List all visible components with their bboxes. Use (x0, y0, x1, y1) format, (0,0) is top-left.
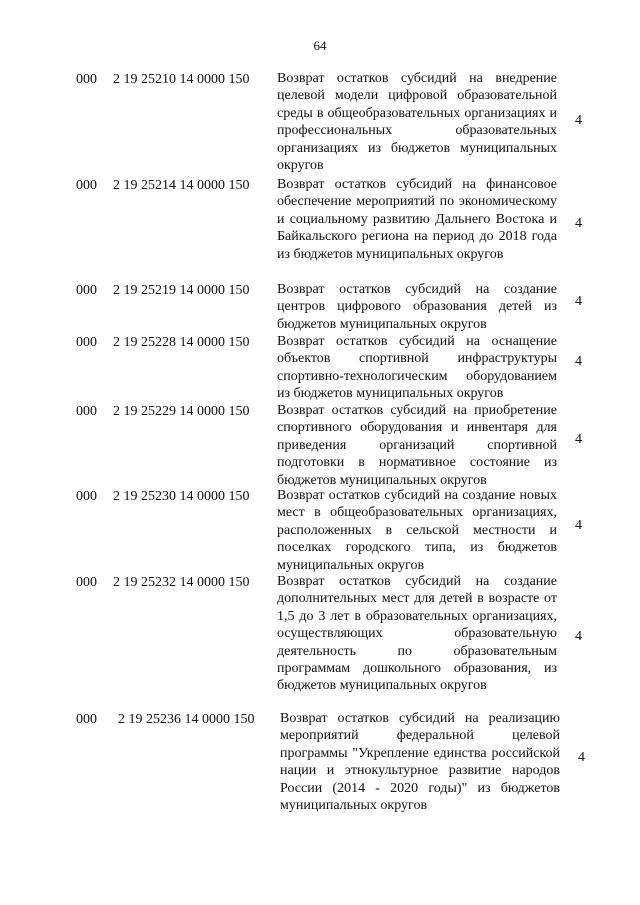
row-description: Возврат остатков субсидий на создание новых мест в общеобразовательных организациях, расположенных в сельской местности и поселках городского типа, из бюджетов муниципальных округов (277, 488, 557, 573)
budget-code: 2 19 25228 14 0000 150 (113, 335, 250, 350)
row-description: Возврат остатков субсидий на реализацию мероприятий федеральной целевой программы "Укрепление единства российской нации и этнокультурное развитие народов России (2014 - 2020 годы)" из бюджетов муниципальных округов (280, 711, 560, 814)
row-amount: 4 (575, 113, 582, 128)
row-description: Возврат остатков субсидий на внедрение целевой модели цифровой образовательной среды в общеобразовательных организациях и профессиональных образовательных организациях из бюджетов муниципальных округов (277, 71, 557, 174)
row-description: Возврат остатков субсидий на финансовое обеспечение мероприятий по экономическому и социальному развитию Дальнего Востока и Байкальского региона на период до 2018 года из бюджетов муниципальных округов (277, 177, 557, 262)
admin-code: 000 (76, 712, 97, 727)
budget-code: 2 19 25210 14 0000 150 (113, 72, 250, 87)
budget-code: 2 19 25230 14 0000 150 (113, 489, 250, 504)
row-amount: 4 (575, 354, 582, 369)
admin-code: 000 (76, 283, 97, 298)
row-amount: 4 (575, 518, 582, 533)
budget-code: 2 19 25229 14 0000 150 (113, 404, 250, 419)
admin-code: 000 (76, 575, 97, 590)
row-amount: 4 (575, 216, 582, 231)
row-amount: 4 (578, 750, 585, 765)
row-description: Возврат остатков субсидий на оснащение объектов спортивной инфраструктуры спортивно-технологическим оборудованием из бюджетов муниципальных округов (277, 334, 557, 402)
admin-code: 000 (76, 489, 97, 504)
budget-code: 2 19 25214 14 0000 150 (113, 178, 250, 193)
admin-code: 000 (76, 178, 97, 193)
budget-code: 2 19 25236 14 0000 150 (118, 712, 255, 727)
row-amount: 4 (575, 629, 582, 644)
admin-code: 000 (76, 335, 97, 350)
row-amount: 4 (575, 294, 582, 309)
budget-code: 2 19 25232 14 0000 150 (113, 575, 250, 590)
row-description: Возврат остатков субсидий на создание центров цифрового образования детей из бюджетов муниципальных округов (277, 282, 557, 332)
row-description: Возврат остатков субсидий на создание дополнительных мест для детей в возрасте от 1,5 до 3 лет в образовательных организациях, осуществляющих образовательную деятельность по образовательным программам дошкольного образования, из бюджетов муниципальных округов (277, 574, 557, 694)
admin-code: 000 (76, 72, 97, 87)
page-number: 64 (313, 38, 327, 53)
admin-code: 000 (76, 404, 97, 419)
budget-code: 2 19 25219 14 0000 150 (113, 283, 250, 298)
row-description: Возврат остатков субсидий на приобретение спортивного оборудования и инвентаря для приведения организаций спортивной подготовки в нормативное состояние из бюджетов муниципальных округов (277, 403, 557, 488)
row-amount: 4 (575, 432, 582, 447)
